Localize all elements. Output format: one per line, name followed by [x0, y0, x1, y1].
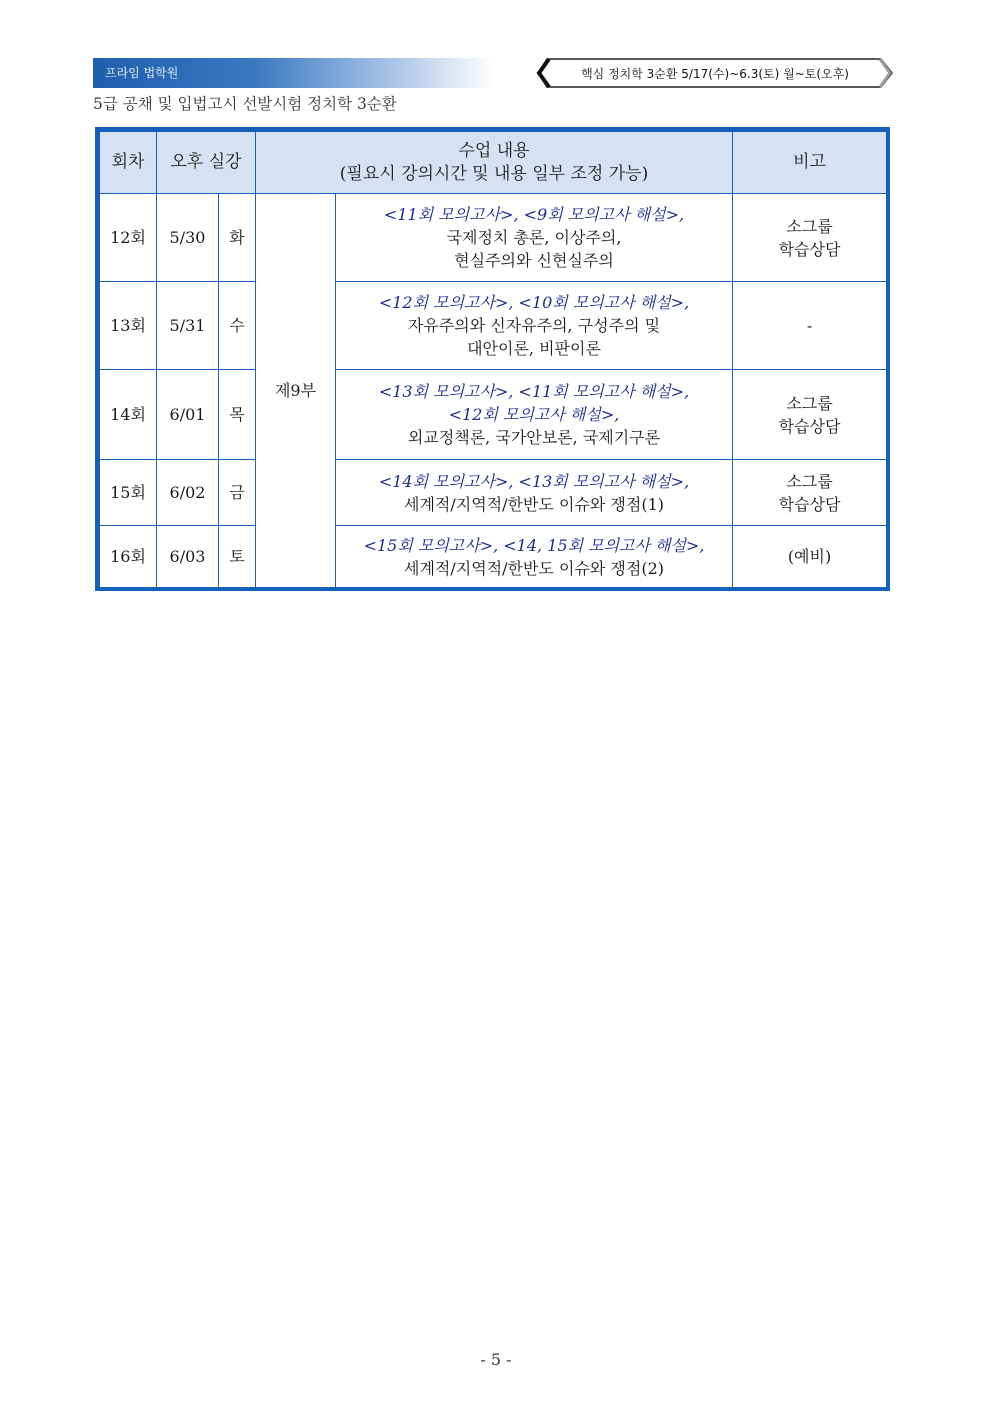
header-note: 비고 [733, 132, 887, 194]
row-content [336, 526, 733, 588]
content-topic-line: 국제정치 총론, 이상주의, [446, 228, 622, 247]
header-session: 오후 실강 [157, 132, 256, 194]
header-content-title: 수업 내용 [458, 140, 530, 161]
row-day: 목 [219, 370, 256, 460]
row-day: 수 [219, 282, 256, 370]
row-date: 5/30 [157, 194, 219, 282]
content-topic-line: 현실주의와 신현실주의 [454, 251, 614, 270]
row-content [336, 370, 733, 460]
note-line: 학습상담 [778, 416, 841, 436]
page-number: - 5 - [480, 1350, 512, 1369]
table-row [100, 194, 887, 282]
header-round: 회차 [100, 132, 157, 194]
row-day: 화 [219, 194, 256, 282]
row-day: 토 [219, 526, 256, 588]
row-content [336, 194, 733, 282]
schedule-table [95, 127, 890, 591]
content-topic-line: 자유주의와 신자유주의, 구성주의 및 [407, 316, 661, 335]
note-line: (예비) [787, 547, 832, 566]
note-line: 소그룹 [786, 471, 833, 491]
content-exam-line: <14회 모의고사>, <13회 모의고사 해설>, [378, 471, 690, 491]
row-note [733, 282, 887, 370]
note-line: - [806, 316, 813, 335]
header-academy-band [93, 58, 493, 88]
row-date: 6/02 [157, 460, 219, 526]
content-exam-line: <12회 모의고사 해설>, [448, 405, 620, 424]
row-round: 14회 [100, 370, 157, 460]
table-header-row [100, 132, 887, 194]
table-row [100, 282, 887, 370]
row-day: 금 [219, 460, 256, 526]
content-topic-line: 외교정책론, 국가안보론, 국제기구론 [407, 428, 661, 447]
document-subtitle: 5급 공채 및 입법고시 선발시험 정치학 3순환 [93, 95, 397, 113]
course-tag-label: 핵심 정치학 3순환 5/17(수)~6.3(토) 월~토(오후) [581, 67, 849, 81]
row-round: 16회 [100, 526, 157, 588]
row-date: 5/31 [157, 282, 219, 370]
header-content-note: (필요시 강의시간 및 내용 일부 조정 가능) [339, 163, 649, 184]
row-note [733, 194, 887, 282]
note-line: 학습상담 [778, 494, 841, 514]
table-row [100, 460, 887, 526]
row-content [336, 460, 733, 526]
note-line: 소그룹 [786, 216, 833, 236]
content-topic-line: 세계적/지역적/한반도 이슈와 쟁점(2) [404, 558, 665, 578]
row-note [733, 526, 887, 588]
row-round: 15회 [100, 460, 157, 526]
row-date: 6/03 [157, 526, 219, 588]
row-date: 6/01 [157, 370, 219, 460]
content-topic-line: 세계적/지역적/한반도 이슈와 쟁점(1) [404, 494, 665, 514]
table-row [100, 370, 887, 460]
content-exam-line: <13회 모의고사>, <11회 모의고사 해설>, [378, 382, 690, 401]
content-topic-line: 대안이론, 비판이론 [467, 339, 601, 358]
content-exam-line: <11회 모의고사>, <9회 모의고사 해설>, [383, 205, 685, 224]
content-exam-line: <12회 모의고사>, <10회 모의고사 해설>, [378, 293, 690, 312]
row-round: 13회 [100, 282, 157, 370]
table-row [100, 526, 887, 588]
header-content [256, 132, 733, 194]
row-note [733, 370, 887, 460]
part-cell: 제9부 [256, 194, 336, 588]
content-exam-line: <15회 모의고사>, <14, 15회 모의고사 해설>, [363, 535, 705, 555]
note-line: 소그룹 [786, 393, 833, 413]
note-line: 학습상담 [778, 239, 841, 259]
row-round: 12회 [100, 194, 157, 282]
academy-name: 프라임 법학원 [105, 66, 179, 80]
row-content [336, 282, 733, 370]
header-course-tag [535, 58, 895, 88]
row-note [733, 460, 887, 526]
